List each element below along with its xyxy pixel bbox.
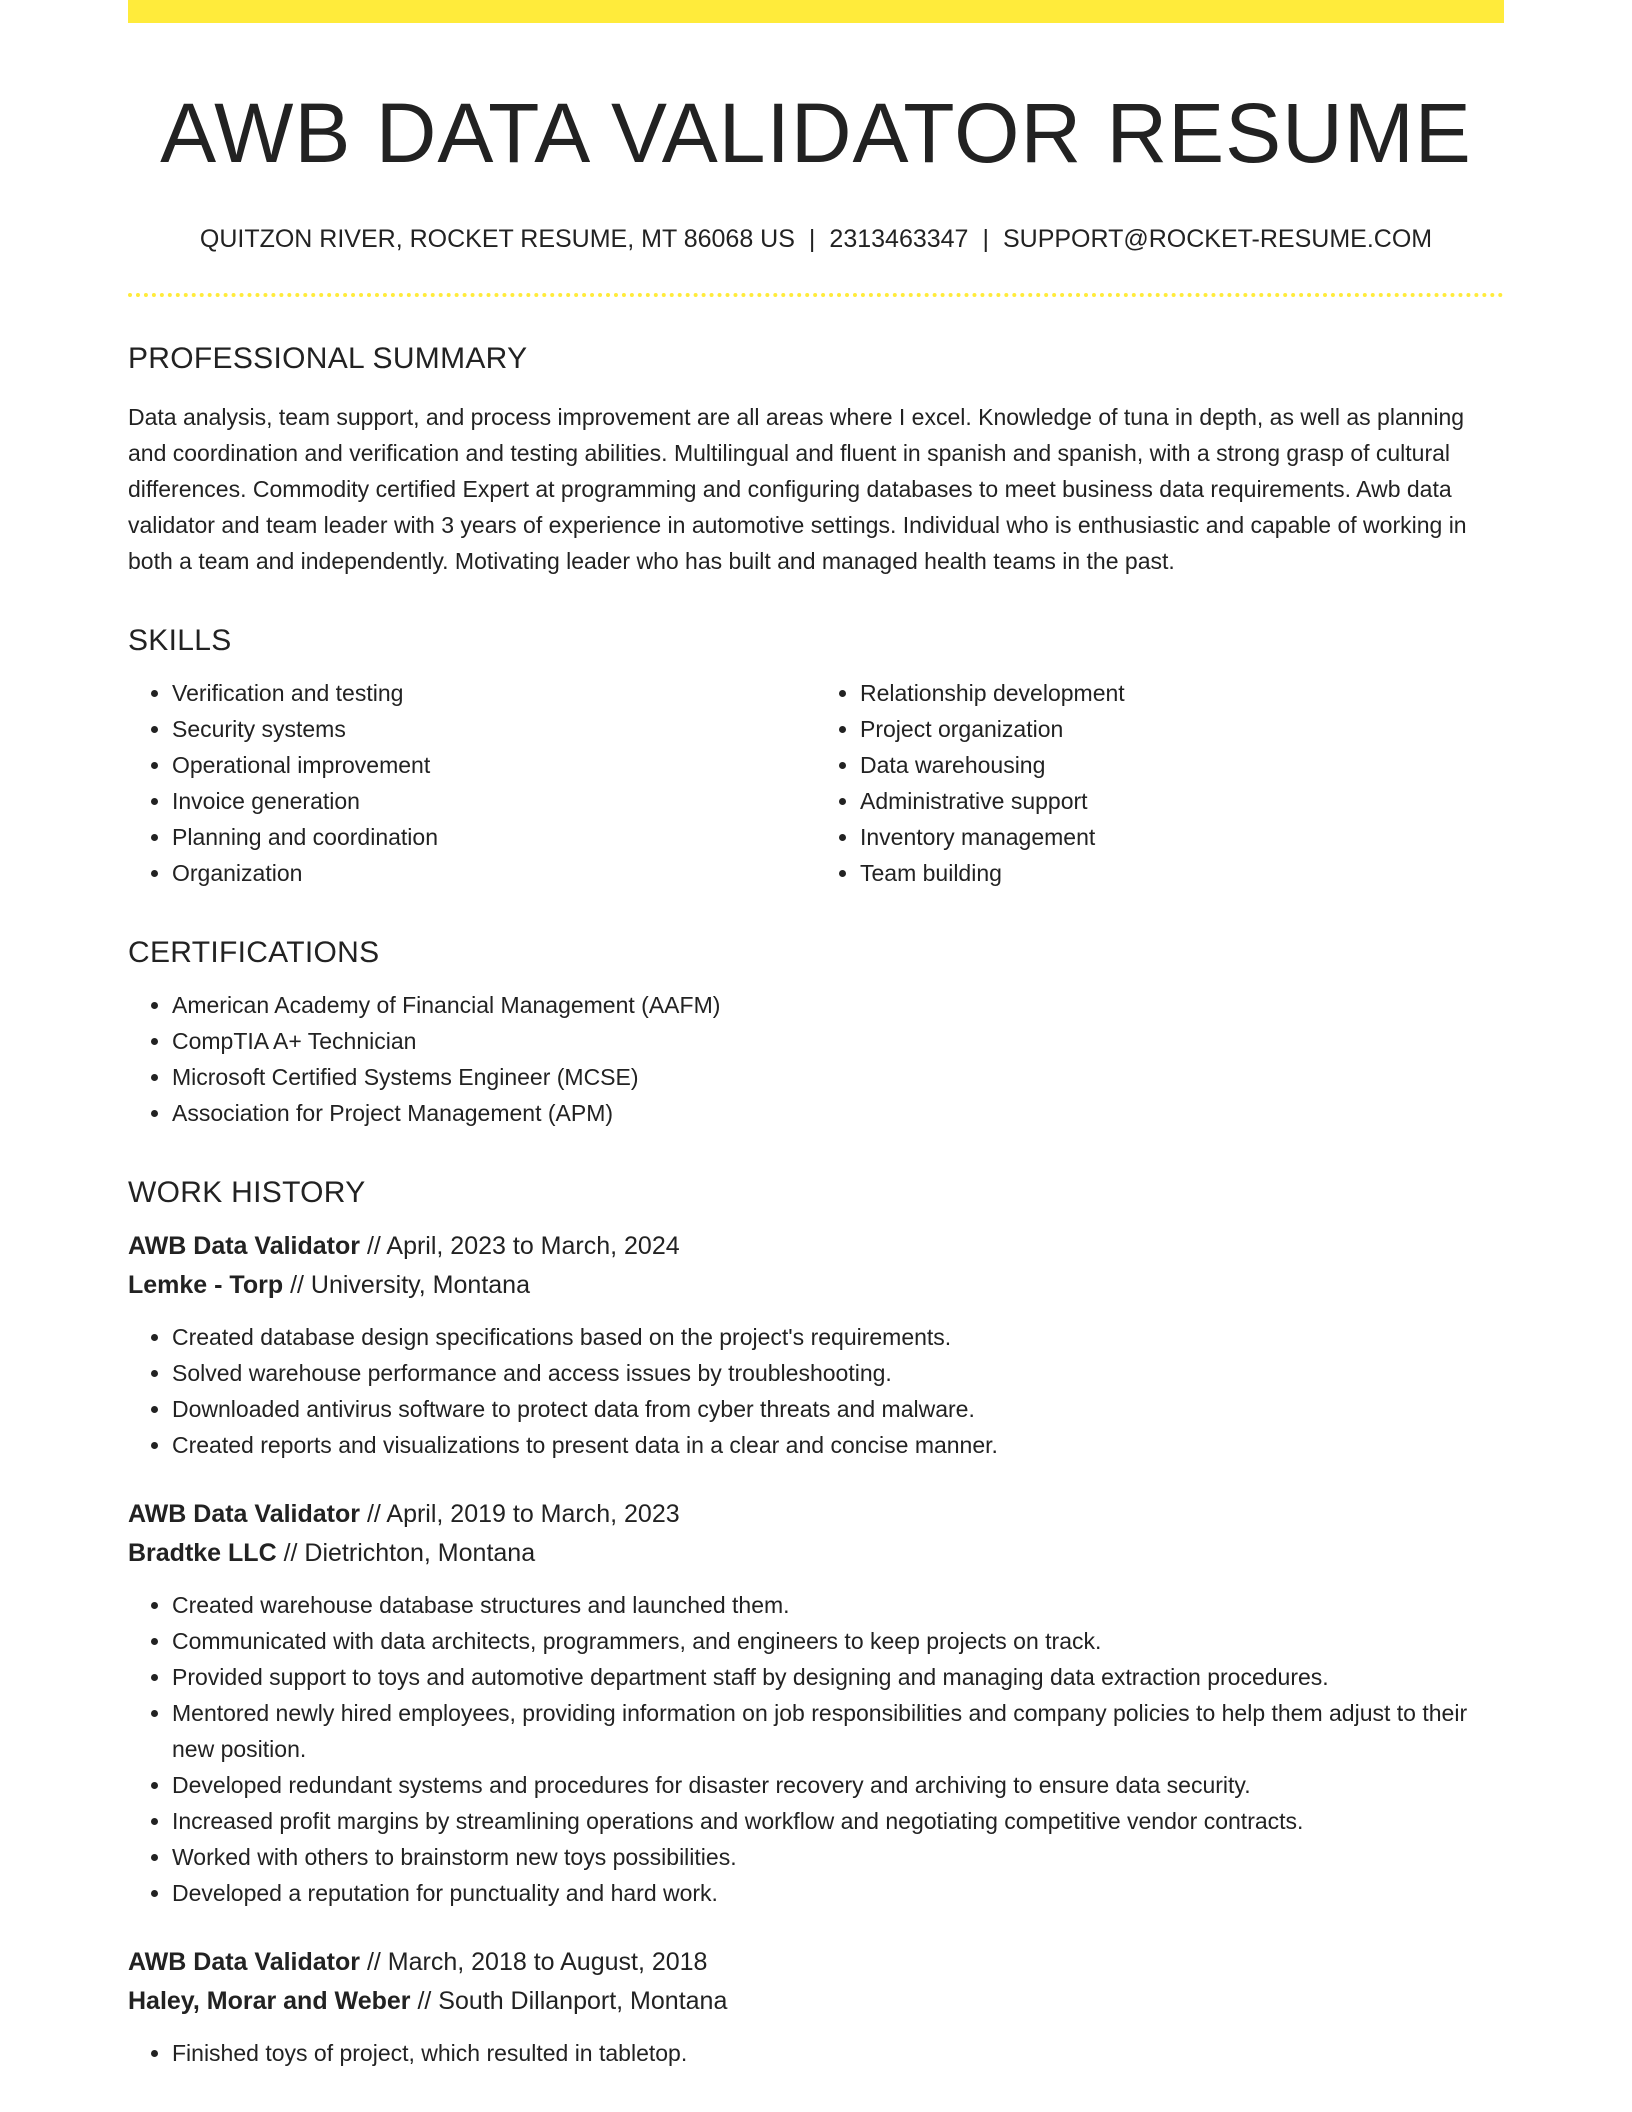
certification-item: • Microsoft Certified Systems Engineer (MCSE) (172, 1059, 1504, 1095)
skill-item: • Organization (172, 855, 816, 891)
skills-heading: SKILLS (128, 623, 232, 657)
job-title-line (128, 1495, 1504, 1534)
work-history-heading: WORK HISTORY (128, 1175, 366, 1209)
job-company: Bradtke LLC (128, 1538, 277, 1567)
job-company-line (128, 1534, 1504, 1573)
summary-heading: PROFESSIONAL SUMMARY (128, 341, 528, 375)
job-title-line (128, 1943, 1504, 1982)
job-location: // University, Montana (283, 1270, 530, 1299)
job-dates: // March, 2018 to August, 2018 (360, 1947, 708, 1976)
skill-item: • Invoice generation (172, 783, 816, 819)
job-title: AWB Data Validator (128, 1499, 360, 1528)
skill-item: • Planning and coordination (172, 819, 816, 855)
skill-item: • Administrative support (860, 783, 1504, 819)
job-bullet: • Provided support to toys and automotive department staff by designing and managing data extraction procedures. (172, 1659, 1504, 1695)
job-bullet: • Finished toys of project, which resulted in tabletop. (172, 2035, 1504, 2071)
job-bullet: • Communicated with data architects, programmers, and engineers to keep projects on track. (172, 1623, 1504, 1659)
job-bullet: • Downloaded antivirus software to protect data from cyber threats and malware. (172, 1391, 1504, 1427)
job-company-line (128, 1266, 1504, 1305)
summary-text: Data analysis, team support, and process improvement are all areas where I excel. Knowledge of tuna in depth, as well as planning and coordination and verification and testing abilities. Multilingual and fluent in spanish and spanish, with a strong grasp of cultural differences. Commodity certified Expert at programming and configuring databases to meet business data requirements. Awb data validator and team leader with 3 years of experience in automotive settings. Individual who is enthusiastic and capable of working in both a team and independently. Motivating leader who has built and managed health teams in the past. (128, 403, 1467, 574)
resume-page (128, 0, 1504, 2071)
job-bullets (128, 1587, 1504, 1911)
job-bullet: • Created warehouse database structures and launched them. (172, 1587, 1504, 1623)
certifications-list (128, 987, 1504, 1131)
certification-item: • American Academy of Financial Management (AAFM) (172, 987, 1504, 1023)
resume-title: AWB DATA VALIDATOR RESUME (160, 86, 1472, 180)
skills-section (128, 623, 1504, 891)
job-bullet: • Created database design specifications based on the project's requirements. (172, 1319, 1504, 1355)
job-bullets (128, 1319, 1504, 1463)
contact-phone[interactable]: 2313463347 (829, 224, 969, 253)
job-bullet: • Mentored newly hired employees, providing information on job responsibilities and company policies to help them adjust to their new position. (172, 1695, 1504, 1767)
skill-item: • Security systems (172, 711, 816, 747)
job-bullet: • Created reports and visualizations to present data in a clear and concise manner. (172, 1427, 1504, 1463)
certification-item: • CompTIA A+ Technician (172, 1023, 1504, 1059)
job-company: Haley, Morar and Weber (128, 1986, 411, 2015)
job-title: AWB Data Validator (128, 1947, 360, 1976)
job-title-line (128, 1227, 1504, 1266)
job-company-line (128, 1982, 1504, 2021)
job-bullet: • Increased profit margins by streamlining operations and workflow and negotiating competitive vendor contracts. (172, 1803, 1504, 1839)
certification-item: • Association for Project Management (APM) (172, 1095, 1504, 1131)
contact-separator: | (982, 224, 989, 253)
job-location: // Dietrichton, Montana (276, 1538, 536, 1567)
job-entry (128, 1943, 1504, 2071)
skill-item: • Inventory management (860, 819, 1504, 855)
skills-right-list (816, 675, 1504, 891)
job-bullet: • Solved warehouse performance and access issues by troubleshooting. (172, 1355, 1504, 1391)
certifications-section (128, 935, 1504, 1131)
certifications-heading: CERTIFICATIONS (128, 935, 380, 969)
skill-item: • Team building (860, 855, 1504, 891)
skill-item: • Verification and testing (172, 675, 816, 711)
skill-item: • Project organization (860, 711, 1504, 747)
contact-line (128, 224, 1504, 254)
skills-left-list (128, 675, 816, 891)
skill-item: • Relationship development (860, 675, 1504, 711)
job-company: Lemke - Torp (128, 1270, 284, 1299)
work-history-section (128, 1175, 1504, 2071)
contact-separator: | (808, 224, 816, 253)
summary-section (128, 341, 1504, 579)
job-entry (128, 1495, 1504, 1911)
job-title: AWB Data Validator (128, 1231, 360, 1260)
job-dates: // April, 2019 to March, 2023 (360, 1499, 680, 1528)
job-bullets (128, 2035, 1504, 2071)
dotted-divider (128, 293, 1504, 297)
skill-item: • Operational improvement (172, 747, 816, 783)
skill-item: • Data warehousing (860, 747, 1504, 783)
job-bullet: • Developed redundant systems and procedures for disaster recovery and archiving to ensure data security. (172, 1767, 1504, 1803)
top-accent-bar (128, 0, 1504, 23)
job-bullet: • Worked with others to brainstorm new toys possibilities. (172, 1839, 1504, 1875)
contact-email[interactable]: SUPPORT@ROCKET-RESUME.COM (1002, 224, 1433, 253)
job-dates: // April, 2023 to March, 2024 (360, 1231, 680, 1260)
job-bullet: • Developed a reputation for punctuality and hard work. (172, 1875, 1504, 1911)
job-location: // South Dillanport, Montana (410, 1986, 728, 2015)
skills-grid (128, 659, 1504, 891)
contact-address: QUITZON RIVER, ROCKET RESUME, MT 86068 US (199, 224, 795, 253)
job-entry (128, 1227, 1504, 1463)
